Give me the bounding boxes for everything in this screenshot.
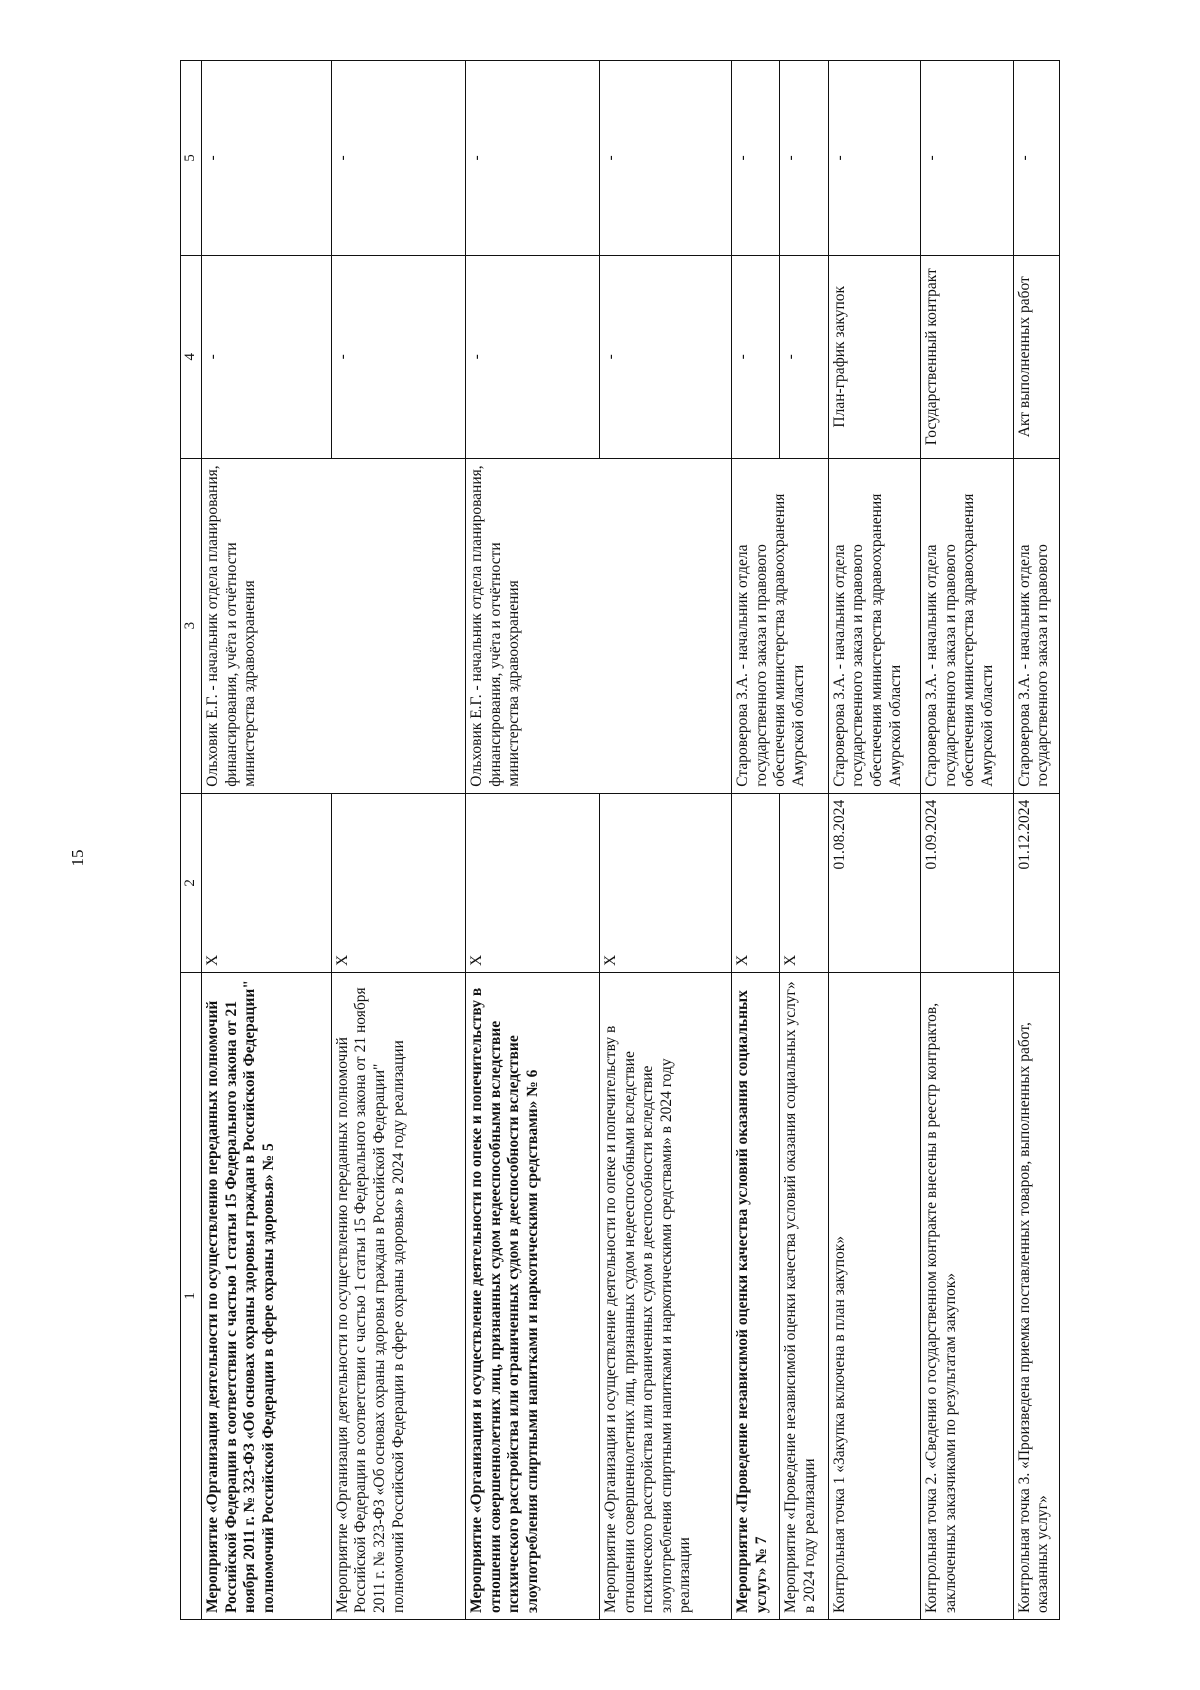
deadline-cell: 01.08.2024 <box>828 793 920 972</box>
document-cell: Акт выполненных работ <box>1013 255 1059 458</box>
info-system-cell: - <box>732 61 780 256</box>
table-header-row <box>181 61 202 1620</box>
event-name-cell: Контрольная точка 1 «Закупка включена в план закупок» <box>828 973 920 1620</box>
event-name-cell: Контрольная точка 2. «Сведения о государственном контракте внесены в реестр контрактов, заключенных заказчиками по результатам закупок» <box>921 973 1013 1620</box>
table-row <box>921 61 1013 1620</box>
info-system-cell: - <box>600 61 732 256</box>
info-system-cell: - <box>465 61 599 256</box>
info-system-cell: - <box>202 61 332 256</box>
rotated-table-wrapper <box>180 60 1060 1620</box>
info-system-cell: - <box>828 61 920 256</box>
deadline-cell: X <box>732 793 780 972</box>
table-row <box>1013 61 1059 1620</box>
column-header-2: 2 <box>181 793 202 972</box>
document-cell: - <box>732 255 780 458</box>
plan-table <box>180 60 1060 1620</box>
responsible-cell: Ольховик Е.Г. - начальник отдела планирования, финансирования, учёта и отчётности министерства здравоохранения <box>465 458 731 793</box>
event-name-cell: Мероприятие «Организация деятельности по осуществлению переданных полномочий Российской Федерации в соответствии с частью 1 статьи 15 Федерального закона от 21 ноября 2011 г. № 323-ФЗ «Об основах охраны здоровья граждан в Российской Федерации" полномочий Российской Федерации в сфере охраны здоровья» № 5 <box>202 973 332 1620</box>
deadline-cell: 01.12.2024 <box>1013 793 1059 972</box>
deadline-cell: 01.09.2024 <box>921 793 1013 972</box>
column-header-3: 3 <box>181 458 202 793</box>
document-cell: План-график закупок <box>828 255 920 458</box>
event-name-cell: Контрольная точка 3. «Произведена приемка поставленных товаров, выполненных работ, оказанных услуг» <box>1013 973 1059 1620</box>
deadline-cell: X <box>331 793 465 972</box>
responsible-cell: Староверова З.А. - начальник отдела государственного заказа и правового <box>1013 458 1059 793</box>
column-header-1: 1 <box>181 973 202 1620</box>
table-row <box>600 61 732 1620</box>
table-row <box>465 61 599 1620</box>
deadline-cell: X <box>780 793 828 972</box>
info-system-cell: - <box>780 61 828 256</box>
document-cell: - <box>202 255 332 458</box>
event-name-cell: Мероприятие «Организация деятельности по осуществлению переданных полномочий Российской Федерации в соответствии с частью 1 статьи 15 Федерального закона от 21 ноября 2011 г. № 323-ФЗ «Об основах охраны здоровья граждан в Российской Федерации" полномочий Российской Федерации в сфере охраны здоровья» в 2024 году реализации <box>331 973 465 1620</box>
responsible-cell: Староверова З.А. - начальник отдела государственного заказа и правового обеспечения министерства здравоохранения Амурской области <box>732 458 829 793</box>
page-number: 15 <box>68 849 87 867</box>
table-row <box>202 61 332 1620</box>
deadline-cell: X <box>202 793 332 972</box>
column-header-4: 4 <box>181 255 202 458</box>
deadline-cell: X <box>600 793 732 972</box>
table-row <box>732 61 780 1620</box>
event-name-cell: Мероприятие «Организация и осуществление деятельности по опеке и попечительству в отношении совершеннолетних лиц, признанных судом недееспособными вследствие психического расстройства или ограниченных судом в дееспособности вследствие злоупотребления спиртными напитками и наркотическими средствами» № 6 <box>465 973 599 1620</box>
info-system-cell: - <box>331 61 465 256</box>
responsible-cell: Ольховик Е.Г. - начальник отдела планирования, финансирования, учёта и отчётности министерства здравоохранения <box>202 458 466 793</box>
document-cell: - <box>780 255 828 458</box>
document-cell: - <box>465 255 599 458</box>
table-row <box>828 61 920 1620</box>
event-name-cell: Мероприятие «Организация и осуществление деятельности по опеке и попечительству в отношении совершеннолетних лиц, признанных судом недееспособными вследствие психического расстройства или ограниченных судом в дееспособности вследствие злоупотребления спиртными напитками и наркотическими средствами» в 2024 году реализации <box>600 973 732 1620</box>
table-row <box>780 61 828 1620</box>
document-cell: - <box>331 255 465 458</box>
document-cell: Государственный контракт <box>921 255 1013 458</box>
deadline-cell: X <box>465 793 599 972</box>
responsible-cell: Староверова З.А. - начальник отдела государственного заказа и правового обеспечения министерства здравоохранения Амурской области <box>828 458 920 793</box>
table-row <box>331 61 465 1620</box>
info-system-cell: - <box>1013 61 1059 256</box>
column-header-5: 5 <box>181 61 202 256</box>
event-name-cell: Мероприятие «Проведение независимой оценки качества условий оказания социальных услуг» № 7 <box>732 973 780 1620</box>
info-system-cell: - <box>921 61 1013 256</box>
document-cell: - <box>600 255 732 458</box>
event-name-cell: Мероприятие «Проведение независимой оценки качества условий оказания социальных услуг» в 2024 году реализации <box>780 973 828 1620</box>
responsible-cell: Староверова З.А. - начальник отдела государственного заказа и правового обеспечения министерства здравоохранения Амурской области <box>921 458 1013 793</box>
